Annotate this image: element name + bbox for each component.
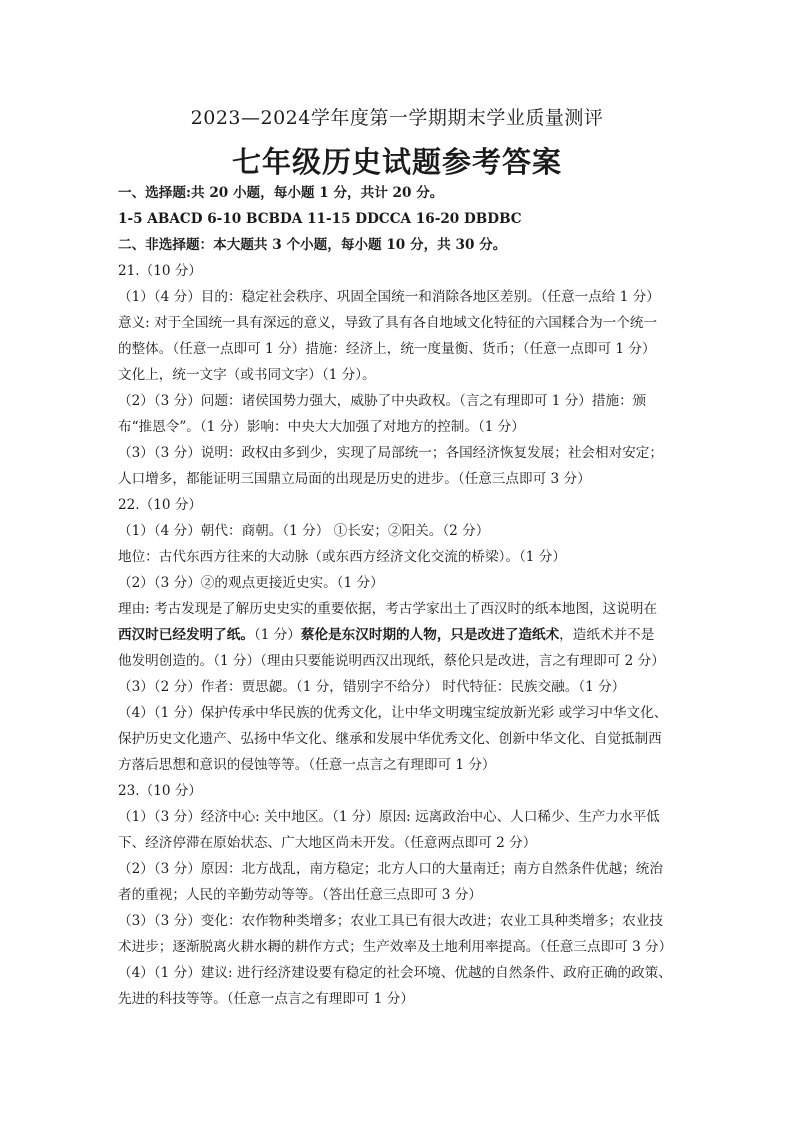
answer-line: （3）（3 分）变化：农作物种类增多；农业工具已有很大改进；农业工具种类增多；农业技 [118, 913, 663, 929]
answer-line: （1）（4 分）朝代：商朝。（1 分） ①长安；②阳关。（2 分） [118, 523, 490, 539]
answer-line: （3）（3 分）说明：政权由多到少，实现了局部统一；各国经济恢复发展；社会相对安定； [118, 445, 663, 461]
answer-line: 地位：古代东西方往来的大动脉（或东西方经济文化交流的桥梁）。（1 分） [118, 549, 566, 565]
answer-line: 术进步；逐渐脱离火耕水耨的耕作方式；生产效率及土地利用率提高。（任意三点即可 3 分） [118, 939, 673, 955]
section-two-heading: 二、非选择题：本大题共 3 个小题，每小题 10 分，共 30 分。 [118, 237, 507, 253]
answer-line: 的整体。（任意一点即可 1 分）措施：经济上，统一度量衡、货币；（任意一点即可 1 分） [118, 341, 656, 357]
answer-key-title: 七年级历史试题参考答案 [231, 145, 562, 179]
answer-line: （4）（1 分）建议: 进行经济建设要有稳定的社会环境、优越的自然条件、政府正确的政策、 [118, 965, 672, 981]
answer-line: 意义: 对于全国统一具有深远的意义，导致了具有各自地域文化特征的六国糅合为一个统一 [118, 315, 658, 331]
bold-text: 西汉时已经发明了纸。 [118, 627, 254, 643]
answer-line: （1）（4 分）目的：稳定社会秩序、巩固全国统一和消除各地区差别。（任意一点给 1 分） [118, 289, 660, 305]
question-21-heading: 21.（10 分） [118, 263, 203, 279]
plain-text: ，造纸术并不是 [559, 627, 655, 643]
answer-line: （4）（1 分）保护传承中华民族的优秀文化，让中华文明瑰宝绽放新光彩 或学习中华文化、 [118, 705, 668, 721]
answer-line: （3）（2 分）作者：贾思勰。（1 分，错别字不给分） 时代特征：民族交融。（1 分） [118, 679, 626, 695]
multiple-choice-answers: 1-5 ABACD 6-10 BCBDA 11-15 DDCCA 16-20 DBDBC [118, 211, 522, 227]
answer-line: 先进的科技等等。（任意一点言之有理即可 1 分） [118, 991, 414, 1007]
question-23-heading: 23.（10 分） [118, 783, 203, 799]
answer-line: 下、经济停滞在原始状态、广大地区尚未开发。（任意两点即可 2 分） [118, 835, 537, 851]
answer-line: 理由: 考古发现是了解历史史实的重要依据，考古学家出土了西汉时的纸本地图，这说明在 [118, 601, 658, 617]
answer-line: （2）（3 分）原因：北方战乱，南方稳定；北方人口的大量南迁；南方自然条件优越；统治 [118, 861, 663, 877]
answer-line: 者的重视；人民的辛勤劳动等等。（答出任意三点即可 3 分） [118, 887, 482, 903]
answer-line: 布“推恩令”。（1 分）影响：中央大大加强了对地方的控制。（1 分） [118, 419, 525, 435]
answer-line: 人口增多，都能证明三国鼎立局面的出现是历史的进步。（任意三点即可 3 分） [118, 471, 591, 487]
answer-line: （2）（3 分）问题：诸侯国势力强大，威胁了中央政权。（言之有理即可 1 分）措施：颁 [118, 393, 647, 409]
answer-line: 保护历史文化遗产、弘扬中华文化、继承和发展中华优秀文化、创新中华文化、自觉抵制西 [118, 731, 662, 747]
answer-line: （1）（3 分）经济中心: 关中地区。（1 分）原因: 远离政治中心、人口稀少、生产力水平低 [118, 809, 660, 825]
answer-line-bold [118, 622, 688, 648]
answer-line: 他发明创造的。（1 分）（理由只要能说明西汉出现纸，蔡伦只是改进，言之有理即可 2 分） [118, 653, 665, 669]
score-note: （1 分） [253, 627, 301, 643]
question-22-heading: 22.（10 分） [118, 497, 203, 513]
answer-line: （2）（3 分）②的观点更接近史实。（1 分） [118, 575, 384, 591]
answer-line: 方落后思想和意识的侵蚀等等。（任意一点言之有理即可 1 分） [118, 757, 496, 773]
answer-line: 文化上，统一文字（或书同文字）（1 分）。 [118, 367, 376, 383]
exam-term-title: 2023—2024学年度第一学期期末学业质量测评 [190, 107, 604, 129]
section-one-heading: 一、选择题:共 20 小题，每小题 1 分，共计 20 分。 [118, 185, 444, 201]
bold-text: 蔡伦是东汉时期的人物，只是改进了造纸术 [300, 627, 560, 643]
